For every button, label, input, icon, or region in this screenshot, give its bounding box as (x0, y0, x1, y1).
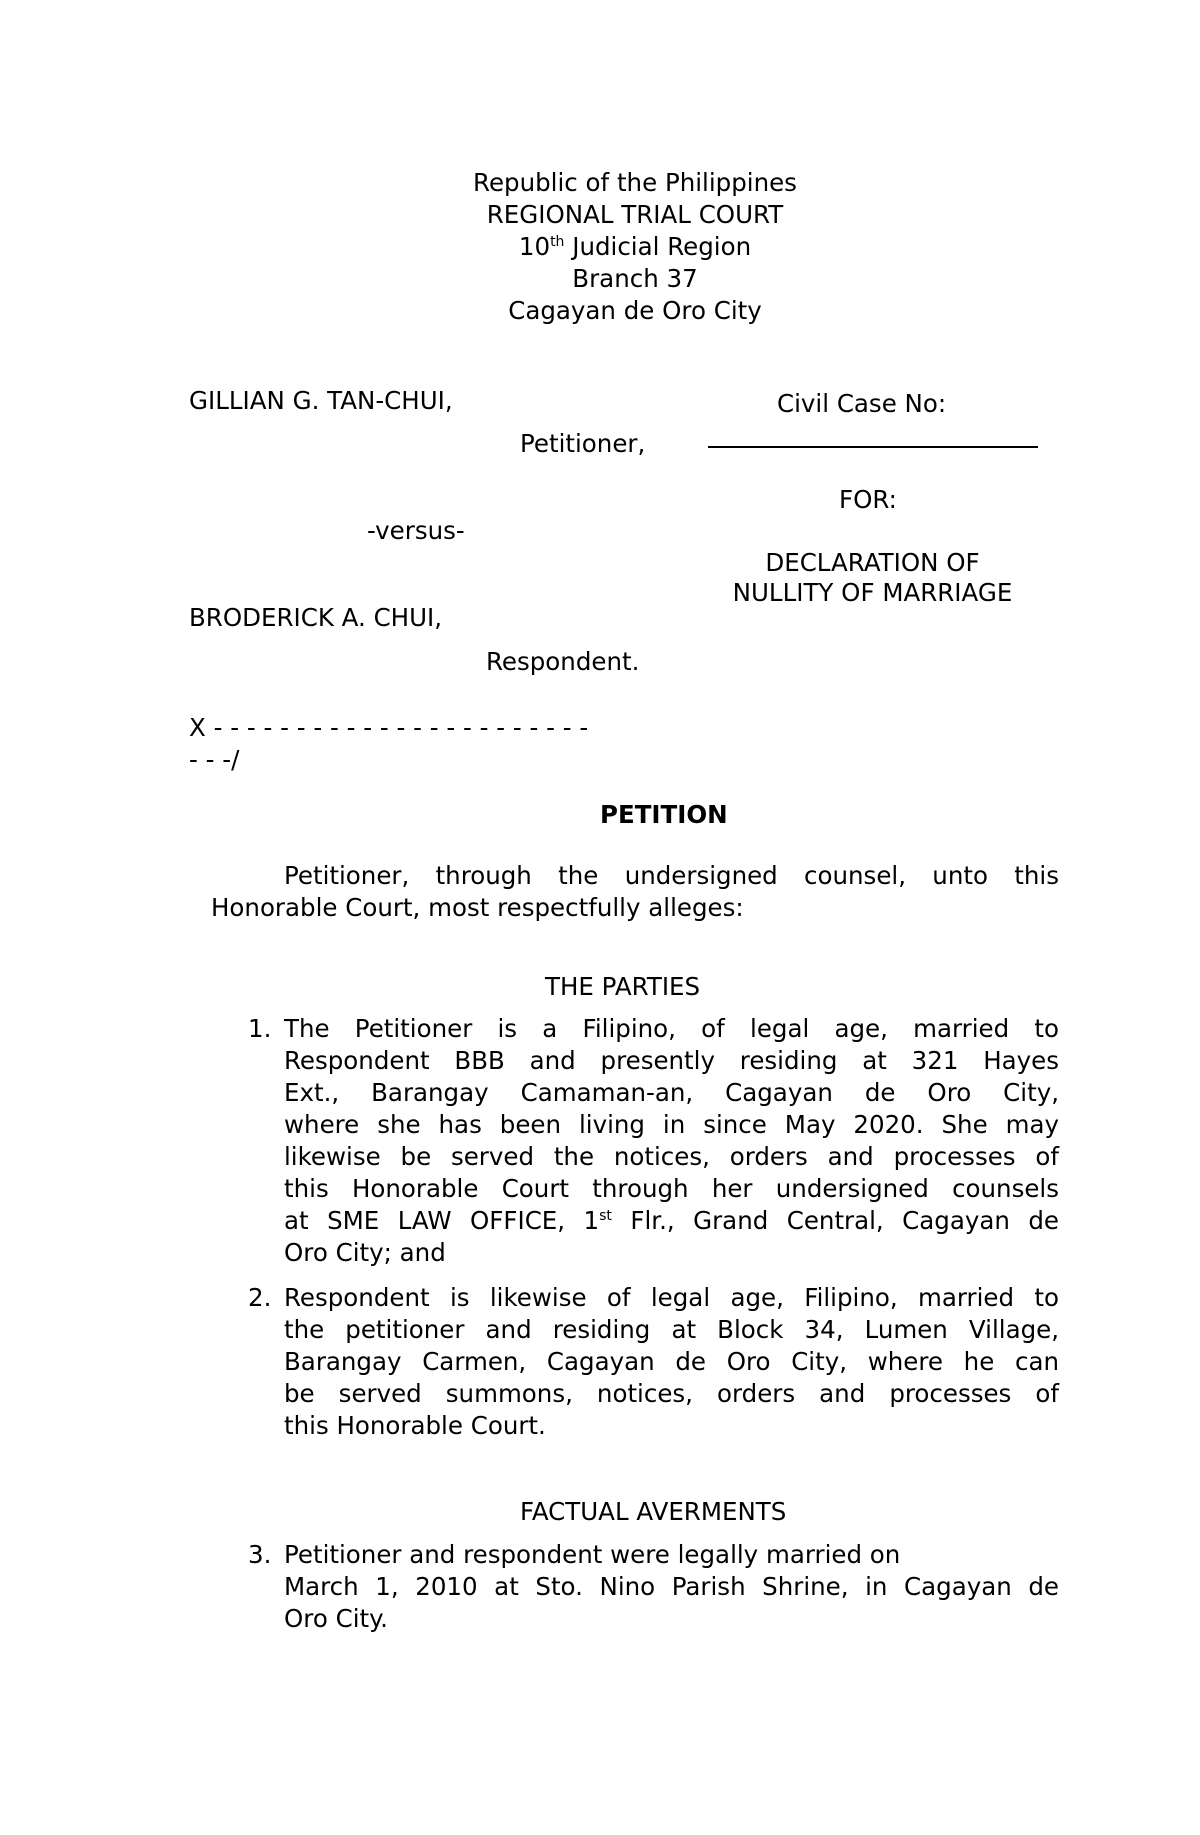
item2-line3: Barangay Carmen, Cagayan de Oro City, where he can (284, 1347, 1059, 1376)
petitioner-name: GILLIAN G. TAN-CHUI, (189, 386, 453, 415)
petitioner-role: Petitioner, (520, 429, 646, 458)
document-title: PETITION (600, 800, 728, 829)
header-republic: Republic of the Philippines (473, 168, 797, 197)
case-number-label: Civil Case No: (777, 389, 947, 418)
respondent-role: Respondent. (486, 647, 640, 676)
header-court: REGIONAL TRIAL COURT (486, 200, 784, 229)
item1-line4: where she has been living in since May 2020. She may (284, 1110, 1059, 1139)
item3-line1: Petitioner and respondent were legally married on (284, 1540, 901, 1569)
item3-number: 3. (248, 1540, 272, 1569)
separator-line2: - - -/ (189, 745, 240, 774)
respondent-name: BRODERICK A. CHUI, (189, 603, 443, 632)
court-header (0, 167, 1200, 327)
caption-separator (189, 712, 588, 776)
item3-line2: March 1, 2010 at Sto. Nino Parish Shrine, in Cagayan de (284, 1572, 1059, 1601)
section-heading-parties: THE PARTIES (545, 972, 701, 1001)
item1-line2: Respondent BBB and presently residing at 321 Hayes (284, 1046, 1059, 1075)
item2-line2: the petitioner and residing at Block 34, Lumen Village, (284, 1315, 1059, 1344)
case-nature-line1: DECLARATION OF (765, 548, 980, 577)
item2-number: 2. (248, 1283, 272, 1312)
item1-line8: Oro City; and (284, 1238, 446, 1267)
section-heading-facts: FACTUAL AVERMENTS (520, 1497, 787, 1526)
intro-line1: Petitioner, through the undersigned counsel, unto this (284, 861, 1059, 890)
versus-label: -versus- (367, 516, 465, 545)
item2-paragraph (284, 1282, 1059, 1442)
case-nature-line2: NULLITY OF MARRIAGE (732, 578, 1013, 607)
intro-line2: Honorable Court, most respectfully alleges: (211, 893, 744, 922)
item3-paragraph (284, 1539, 1059, 1635)
item3-line3: Oro City. (284, 1604, 388, 1633)
item1-line6: this Honorable Court through her undersigned counsels (284, 1174, 1059, 1203)
header-branch: Branch 37 (572, 264, 698, 293)
item1-paragraph (284, 1013, 1059, 1269)
item2-line5: this Honorable Court. (284, 1411, 546, 1440)
intro-paragraph (211, 860, 1059, 924)
item1-number: 1. (248, 1014, 272, 1043)
item1-line1: The Petitioner is a Filipino, of legal age, married to (284, 1014, 1059, 1043)
item1-line7: at SME LAW OFFICE, 1st Flr., Grand Central, Cagayan de (284, 1206, 1059, 1235)
for-label: FOR: (839, 485, 897, 514)
item2-line4: be served summons, notices, orders and processes of (284, 1379, 1059, 1408)
item1-line5: likewise be served the notices, orders and processes of (284, 1142, 1059, 1171)
item1-line3: Ext., Barangay Camaman-an, Cagayan de Oro City, (284, 1078, 1059, 1107)
case-nature (700, 548, 1045, 608)
case-number-blank-line (708, 446, 1038, 448)
item2-line1: Respondent is likewise of legal age, Filipino, married to (284, 1283, 1059, 1312)
header-region: 10th Judicial Region (518, 232, 752, 261)
separator-line1: X - - - - - - - - - - - - - - - - - - - - - - - (189, 713, 589, 742)
header-city: Cagayan de Oro City (508, 296, 762, 325)
